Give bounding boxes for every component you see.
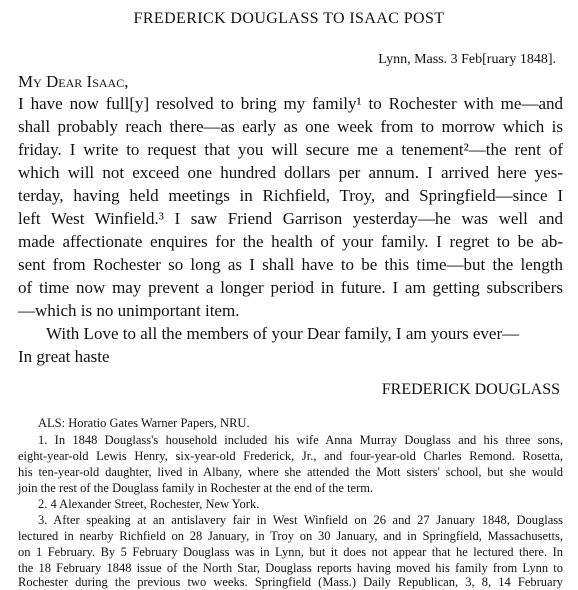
- body-line: terday, having held meetings in Richfield, Troy, and Springfield—since I: [18, 186, 563, 205]
- signature: FREDERICK DOUGLASS: [381, 381, 560, 398]
- body-line: left West Winfield.³ I saw Friend Garrison yesterday—he was well and: [18, 209, 563, 228]
- footnote-line: lectured in nearby Richfield on 28 January, in Troy on 30 January, and in Springfield, Massachusetts,: [18, 529, 563, 543]
- source-note: ALS: Horatio Gates Warner Papers, NRU.: [38, 416, 250, 430]
- body-line: sent from Rochester so long as I shall have to be this time—but the length: [18, 255, 563, 274]
- body-line: made affectionate enquires for the health of your family. I regret to be ab-: [18, 232, 563, 251]
- closing-line: In great haste: [18, 347, 110, 366]
- body-line: which will not exceed one hundred dollars per annum. I arrived here yes-: [18, 163, 563, 182]
- footnote-line: join the rest of the Douglass family in Rochester at the end of the term.: [18, 481, 374, 495]
- footnote-line: eight-year-old Lewis Henry, six-year-old Frederick, Jr., and four-year-old Charles Remond. Rosetta,: [18, 449, 563, 463]
- footnote-line: on 1 February. By 5 February Douglass was in Lynn, but it does not appear that he lectured there. In: [18, 545, 563, 559]
- body-line: shall probably reach there—as early as one week from to morrow which is: [18, 117, 563, 136]
- salutation: My Dear Isaac,: [18, 72, 129, 91]
- body-line: I have now full[y] resolved to bring my family¹ to Rochester with me—and: [18, 94, 563, 113]
- footnote-line: 1. In 1848 Douglass's household included his wife Anna Murray Douglass and his three sons,: [38, 433, 563, 447]
- footnote-line: his ten-year-old daughter, lived in Albany, where she attended the Mott sisters' school, but she would: [18, 465, 563, 479]
- closing-line: With Love to all the members of your Dear family, I am yours ever—: [46, 324, 520, 343]
- footnote-line: the 18 February 1848 issue of the North Star, Douglass reports having moved his family from Lynn to: [18, 561, 563, 575]
- body-line: —which is no unimportant item.: [18, 301, 240, 320]
- letter-heading: FREDERICK DOUGLASS TO ISAAC POST: [133, 10, 445, 27]
- footnote-line: Rochester during the previous two weeks. Springfield (Mass.) Daily Republican, 3, 8, 14 February: [18, 575, 563, 589]
- footnote-line: 3. After speaking at an antislavery fair in West Winfield on 26 and 27 January 1848, Douglass: [38, 513, 563, 527]
- body-line: friday. I write to request that you will secure me a tenement²—the rent of: [18, 140, 563, 159]
- dateline: Lynn, Mass. 3 Feb[ruary 1848].: [378, 52, 556, 67]
- body-line: of time now may prevent a longer period in future. I am getting subscribers: [18, 278, 563, 297]
- footnote-line: 2. 4 Alexander Street, Rochester, New York.: [38, 497, 260, 511]
